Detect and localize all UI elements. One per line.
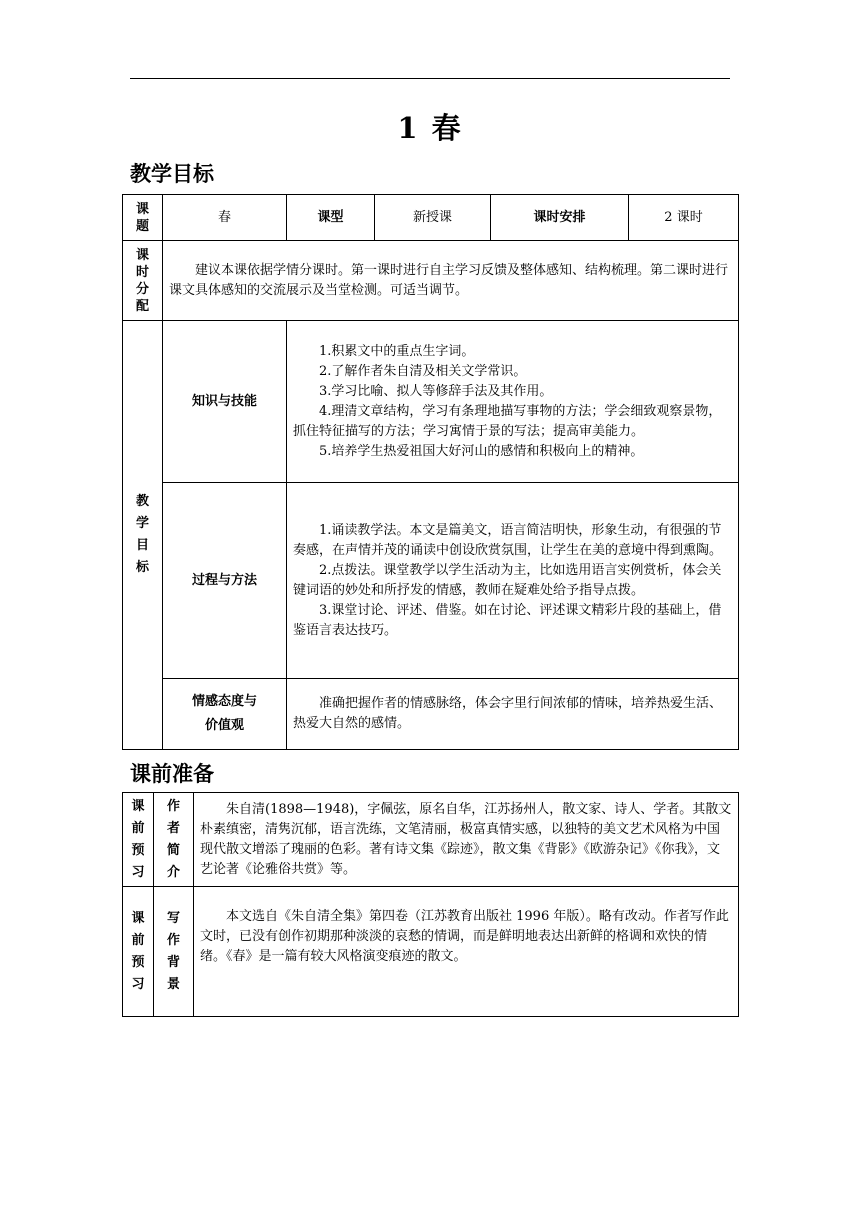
goals-table: [122, 194, 739, 321]
author-label: 作 者 简 介: [154, 793, 194, 887]
list-item: 3.课堂讨论、评述、借鉴。如在讨论、评述课文精彩片段的基础上，借鉴语言表达技巧。: [293, 602, 722, 638]
type-label: 课型: [287, 195, 375, 241]
knowledge-label: 知识与技能: [163, 321, 287, 483]
preview-label-2: 课 前 预 习: [123, 887, 154, 1017]
schedule-label: 课时安排: [491, 195, 629, 241]
background-label: 写 作 背 景: [154, 887, 194, 1017]
list-item: 1.诵读教学法。本文是篇美文，语言简洁明快，形象生动，有很强的节奏感，在声情并茂的诵读中创设欣赏氛围，让学生在美的意境中得到熏陶。: [293, 522, 723, 558]
schedule-value: 2 课时: [629, 195, 739, 241]
goal-label: 教 学 目 标: [123, 321, 163, 750]
emotion-text: 准确把握作者的情感脉络，体会字里行间浓郁的情味，培养热爱生活、热爱大自然的感情。: [287, 679, 739, 750]
knowledge-list: [287, 321, 739, 483]
alloc-text: 建议本课依据学情分课时。第一课时进行自主学习反馈及整体感知、结构梳理。第二课时进行课文具体感知的交流展示及当堂检测。可适当调节。: [163, 241, 739, 321]
alloc-label: 课 时 分 配: [123, 241, 163, 321]
topic-value: 春: [163, 195, 287, 241]
emotion-label: 情感态度与 价值观: [163, 679, 287, 750]
list-item: 4.理清文章结构，学习有条理地描写事物的方法；学会细致观察景物，抓住特征描写的方法；学习寓情于景的写法；提高审美能力。: [293, 403, 722, 439]
header-rule: [130, 78, 730, 79]
page-title: 1 春: [397, 111, 463, 145]
goals-detail-table: [122, 320, 739, 750]
author-text: 朱自清(1898—1948)，字佩弦，原名自华，江苏扬州人，散文家、诗人、学者。其散文朴素缜密，清隽沉郁，语言洗练，文笔清丽，极富真情实感，以独特的美文艺术风格为中国现代散文增添了瑰丽的色彩。著有诗文集《踪迹》，散文集《背影》《欧游杂记》《你我》，文艺论著《论雅俗共赏》等。: [194, 793, 739, 887]
list-item: 2.点拨法。课堂教学以学生活动为主，比如选用语言实例赏析，体会关键词语的妙处和所抒发的情感，教师在疑难处给予指导点拨。: [293, 562, 722, 598]
topic-label: 课 题: [123, 195, 163, 241]
type-value: 新授课: [375, 195, 491, 241]
list-item: 1.积累文中的重点生字词。: [319, 343, 475, 359]
section-heading-goals: 教学目标: [130, 162, 214, 186]
process-label: 过程与方法: [163, 483, 287, 679]
background-text: 本文选自《朱自清全集》第四卷（江苏教育出版社 1996 年版）。略有改动。作者写作此文时，已没有创作初期那种淡淡的哀愁的情调，而是鲜明地表达出新鲜的格调和欢快的情绪。《春》是一篇有较大风格演变痕迹的散文。: [194, 887, 739, 1017]
process-list: [287, 483, 739, 679]
list-item: 2.了解作者朱自清及相关文学常识。: [319, 363, 527, 379]
list-item: 5.培养学生热爱祖国大好河山的感情和积极向上的精神。: [319, 443, 644, 459]
preview-label: 课 前 预 习: [123, 793, 154, 887]
list-item: 3.学习比喻、拟人等修辞手法及其作用。: [319, 383, 553, 399]
prep-table: [122, 792, 739, 1017]
section-heading-prep: 课前准备: [130, 762, 214, 786]
